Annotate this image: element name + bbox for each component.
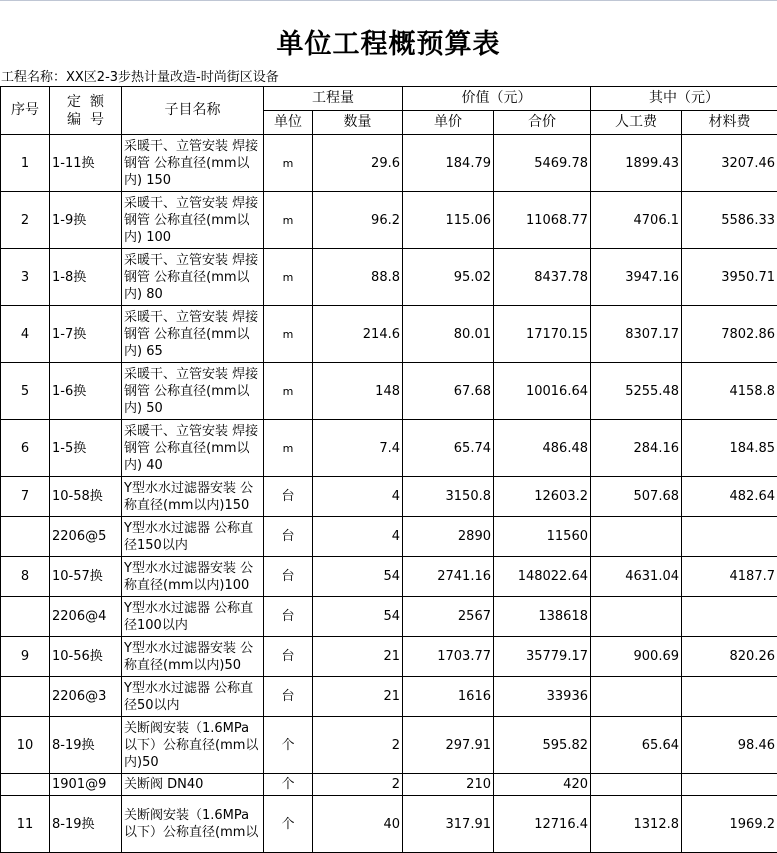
cell-item-name: Y型水水过滤器安装 公称直径(mm以内)150 xyxy=(122,477,264,517)
cell-unit-price: 3150.8 xyxy=(403,477,494,517)
cell-code: 10-58换 xyxy=(50,477,122,517)
cell-labor xyxy=(591,597,682,637)
cell-total: 33936 xyxy=(494,677,591,717)
cell-total: 420 xyxy=(494,774,591,796)
table-row xyxy=(1,477,777,517)
top-border-line xyxy=(0,0,777,1)
table-row xyxy=(1,306,777,363)
cell-qty: 29.6 xyxy=(313,135,403,192)
cell-material: 4158.8 xyxy=(682,363,777,420)
cell-material xyxy=(682,517,777,557)
cell-labor: 3947.16 xyxy=(591,249,682,306)
cell-seq: 2 xyxy=(1,192,50,249)
cell-code: 10-57换 xyxy=(50,557,122,597)
cell-item-name: Y型水水过滤器 公称直径100以内 xyxy=(122,597,264,637)
cell-seq xyxy=(1,677,50,717)
cell-qty: 54 xyxy=(313,597,403,637)
cell-labor: 5255.48 xyxy=(591,363,682,420)
cell-code: 2206@5 xyxy=(50,517,122,557)
cell-item-name: 关断阀 DN40 xyxy=(122,774,264,796)
header-labor: 人工费 xyxy=(591,111,682,135)
cell-seq xyxy=(1,517,50,557)
cell-code: 1-11换 xyxy=(50,135,122,192)
cell-material: 184.85 xyxy=(682,420,777,477)
cell-qty: 148 xyxy=(313,363,403,420)
cell-unit: m xyxy=(264,192,313,249)
cell-item-name: Y型水水过滤器安装 公称直径(mm以内)50 xyxy=(122,637,264,677)
cell-qty: 96.2 xyxy=(313,192,403,249)
cell-total: 595.82 xyxy=(494,717,591,774)
cell-unit-price: 67.68 xyxy=(403,363,494,420)
header-qty: 数量 xyxy=(313,111,403,135)
table-row xyxy=(1,637,777,677)
header-quantity-group: 工程量 xyxy=(264,87,403,111)
cell-qty: 7.4 xyxy=(313,420,403,477)
cell-unit: m xyxy=(264,306,313,363)
cell-total: 5469.78 xyxy=(494,135,591,192)
table-row xyxy=(1,420,777,477)
cell-code: 1-7换 xyxy=(50,306,122,363)
cell-total: 8437.78 xyxy=(494,249,591,306)
cell-unit-price: 317.91 xyxy=(403,796,494,853)
cell-total: 486.48 xyxy=(494,420,591,477)
cell-unit-price: 2890 xyxy=(403,517,494,557)
header-item-name: 子目名称 xyxy=(122,87,264,135)
cell-unit-price: 65.74 xyxy=(403,420,494,477)
cell-labor: 4631.04 xyxy=(591,557,682,597)
header-value-group: 价值（元） xyxy=(403,87,591,111)
cell-seq: 6 xyxy=(1,420,50,477)
cell-labor: 1899.43 xyxy=(591,135,682,192)
cell-labor: 8307.17 xyxy=(591,306,682,363)
project-name: 工程名称：XX区2-3步热计量改造-时尚街区设备 xyxy=(1,66,279,85)
cell-total: 11068.77 xyxy=(494,192,591,249)
cell-item-name: 采暖干、立管安装 焊接钢管 公称直径(mm以内) 150 xyxy=(122,135,264,192)
cell-item-name: 采暖干、立管安装 焊接钢管 公称直径(mm以内) 65 xyxy=(122,306,264,363)
cell-qty: 21 xyxy=(313,677,403,717)
cell-material xyxy=(682,677,777,717)
cell-qty: 40 xyxy=(313,796,403,853)
header-quota-text: 定 额 编 号 xyxy=(67,94,104,128)
cell-seq: 8 xyxy=(1,557,50,597)
cell-qty: 4 xyxy=(313,477,403,517)
cell-labor xyxy=(591,517,682,557)
cell-code: 2206@3 xyxy=(50,677,122,717)
cell-seq xyxy=(1,597,50,637)
cell-seq: 11 xyxy=(1,796,50,853)
cell-labor: 900.69 xyxy=(591,637,682,677)
cell-total: 138618 xyxy=(494,597,591,637)
cell-unit: m xyxy=(264,135,313,192)
cell-code: 2206@4 xyxy=(50,597,122,637)
cell-material: 5586.33 xyxy=(682,192,777,249)
cell-material: 98.46 xyxy=(682,717,777,774)
cell-unit-price: 1703.77 xyxy=(403,637,494,677)
cell-unit-price: 297.91 xyxy=(403,717,494,774)
cell-unit: m xyxy=(264,249,313,306)
cell-seq: 4 xyxy=(1,306,50,363)
cell-qty: 88.8 xyxy=(313,249,403,306)
cell-total: 17170.15 xyxy=(494,306,591,363)
cell-unit: 台 xyxy=(264,517,313,557)
cell-unit: 台 xyxy=(264,597,313,637)
table-row xyxy=(1,717,777,774)
header-among-group: 其中（元） xyxy=(591,87,777,111)
budget-table xyxy=(0,86,777,853)
cell-unit-price: 115.06 xyxy=(403,192,494,249)
cell-qty: 4 xyxy=(313,517,403,557)
cell-labor: 4706.1 xyxy=(591,192,682,249)
cell-qty: 54 xyxy=(313,557,403,597)
cell-unit: 个 xyxy=(264,774,313,796)
cell-unit-price: 80.01 xyxy=(403,306,494,363)
cell-item-name: Y型水水过滤器 公称直径150以内 xyxy=(122,517,264,557)
table-row xyxy=(1,774,777,796)
cell-item-name: 采暖干、立管安装 焊接钢管 公称直径(mm以内) 80 xyxy=(122,249,264,306)
table-row xyxy=(1,249,777,306)
cell-unit: 台 xyxy=(264,557,313,597)
cell-seq: 1 xyxy=(1,135,50,192)
cell-unit-price: 2741.16 xyxy=(403,557,494,597)
cell-total: 35779.17 xyxy=(494,637,591,677)
header-quota-code xyxy=(50,87,122,135)
cell-unit: 个 xyxy=(264,717,313,774)
cell-unit: 台 xyxy=(264,637,313,677)
cell-code: 1-6换 xyxy=(50,363,122,420)
table-row xyxy=(1,677,777,717)
cell-unit-price: 2567 xyxy=(403,597,494,637)
cell-total: 12716.4 xyxy=(494,796,591,853)
cell-item-name: Y型水水过滤器安装 公称直径(mm以内)100 xyxy=(122,557,264,597)
cell-material xyxy=(682,597,777,637)
cell-unit-price: 184.79 xyxy=(403,135,494,192)
table-row xyxy=(1,597,777,637)
cell-labor: 1312.8 xyxy=(591,796,682,853)
cell-total: 12603.2 xyxy=(494,477,591,517)
header-seq: 序号 xyxy=(1,87,50,135)
cell-code: 10-56换 xyxy=(50,637,122,677)
table-row xyxy=(1,363,777,420)
page-title: 单位工程概预算表 xyxy=(0,22,777,61)
cell-material: 482.64 xyxy=(682,477,777,517)
header-total: 合价 xyxy=(494,111,591,135)
cell-unit: 台 xyxy=(264,477,313,517)
cell-item-name: 采暖干、立管安装 焊接钢管 公称直径(mm以内) 100 xyxy=(122,192,264,249)
cell-unit: 个 xyxy=(264,796,313,853)
header-material: 材料费 xyxy=(682,111,777,135)
cell-total: 11560 xyxy=(494,517,591,557)
cell-qty: 2 xyxy=(313,717,403,774)
cell-unit-price: 95.02 xyxy=(403,249,494,306)
cell-seq: 5 xyxy=(1,363,50,420)
table-row xyxy=(1,135,777,192)
header-unit: 单位 xyxy=(264,111,313,135)
cell-labor: 507.68 xyxy=(591,477,682,517)
cell-seq: 10 xyxy=(1,717,50,774)
cell-material: 4187.7 xyxy=(682,557,777,597)
cell-labor xyxy=(591,677,682,717)
cell-material: 3950.71 xyxy=(682,249,777,306)
cell-qty: 214.6 xyxy=(313,306,403,363)
cell-seq: 9 xyxy=(1,637,50,677)
cell-code: 1-5换 xyxy=(50,420,122,477)
cell-code: 1-9换 xyxy=(50,192,122,249)
cell-code: 1-8换 xyxy=(50,249,122,306)
cell-qty: 21 xyxy=(313,637,403,677)
table-row xyxy=(1,796,777,853)
cell-unit: m xyxy=(264,420,313,477)
cell-labor: 65.64 xyxy=(591,717,682,774)
cell-total: 10016.64 xyxy=(494,363,591,420)
table-row xyxy=(1,557,777,597)
cell-seq: 3 xyxy=(1,249,50,306)
cell-seq: 7 xyxy=(1,477,50,517)
cell-material: 7802.86 xyxy=(682,306,777,363)
cell-code: 8-19换 xyxy=(50,796,122,853)
cell-qty: 2 xyxy=(313,774,403,796)
cell-unit: 台 xyxy=(264,677,313,717)
cell-code: 8-19换 xyxy=(50,717,122,774)
cell-item-name: 采暖干、立管安装 焊接钢管 公称直径(mm以内) 50 xyxy=(122,363,264,420)
cell-item-name: 关断阀安装（1.6MPa以下）公称直径(mm以内)50 xyxy=(122,717,264,774)
cell-total: 148022.64 xyxy=(494,557,591,597)
cell-material: 3207.46 xyxy=(682,135,777,192)
cell-code: 1901@9 xyxy=(50,774,122,796)
table-row xyxy=(1,192,777,249)
cell-unit: m xyxy=(264,363,313,420)
cell-material: 820.26 xyxy=(682,637,777,677)
cell-material: 1969.2 xyxy=(682,796,777,853)
cell-item-name: Y型水水过滤器 公称直径50以内 xyxy=(122,677,264,717)
cell-seq xyxy=(1,774,50,796)
header-unit-price: 单价 xyxy=(403,111,494,135)
cell-unit-price: 210 xyxy=(403,774,494,796)
cell-labor xyxy=(591,774,682,796)
table-row xyxy=(1,517,777,557)
cell-unit-price: 1616 xyxy=(403,677,494,717)
cell-item-name: 关断阀安装（1.6MPa以下）公称直径(mm以 xyxy=(122,796,264,853)
cell-material xyxy=(682,774,777,796)
cell-item-name: 采暖干、立管安装 焊接钢管 公称直径(mm以内) 40 xyxy=(122,420,264,477)
cell-labor: 284.16 xyxy=(591,420,682,477)
